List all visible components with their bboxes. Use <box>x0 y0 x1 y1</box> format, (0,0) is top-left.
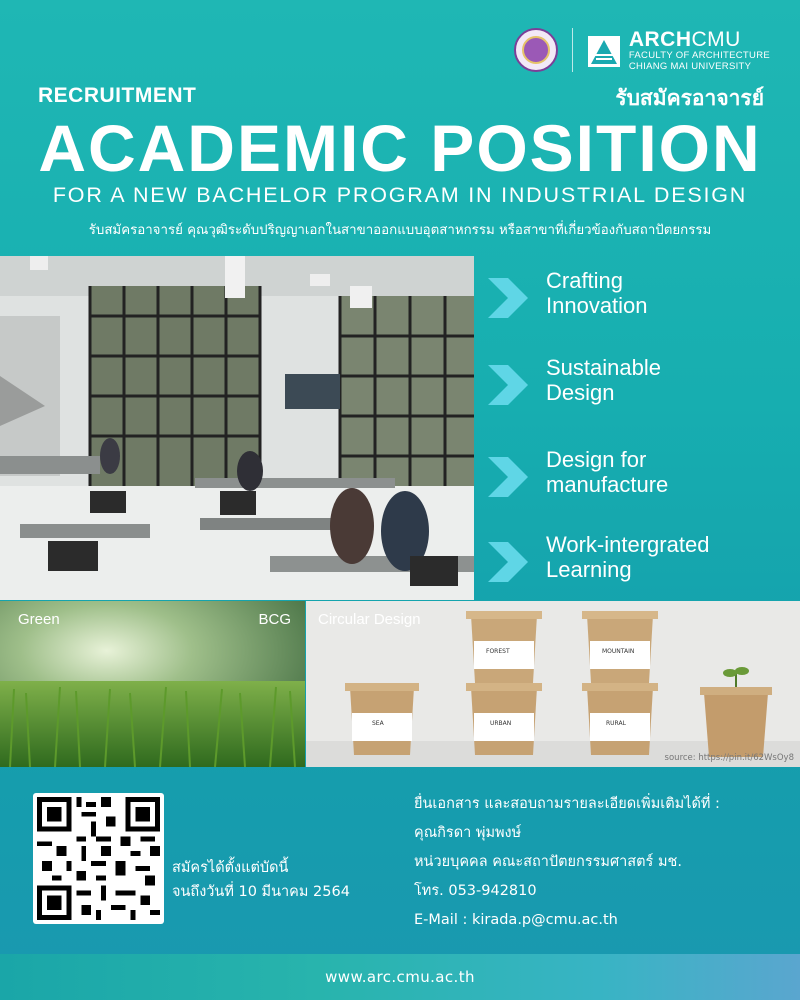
website-bar <box>0 954 800 1000</box>
page-subtitle: FOR A NEW BACHELOR PROGRAM IN INDUSTRIAL DESIGN <box>52 183 748 207</box>
logo-brand-bold: ARCH <box>628 27 692 51</box>
classroom-photo <box>0 256 474 600</box>
chevron-right-icon <box>484 540 532 584</box>
contact-info <box>414 790 720 935</box>
university-seal-logo <box>514 28 558 72</box>
contact-email[interactable]: E-Mail : kirada.p@cmu.ac.th <box>414 912 618 928</box>
contact-unit: หน่วยบุคคล คณะสถาปัตยกรรมศาสตร์ มช. <box>414 854 682 870</box>
cup-label-urban: URBAN <box>490 720 512 727</box>
green-label: Green <box>18 611 60 628</box>
archcmu-mark-icon <box>587 32 621 68</box>
apply-line1: สมัครได้ตั้งแต่บัดนี้ <box>172 860 289 876</box>
cup-label-mountain: MOUNTAIN <box>602 648 635 655</box>
contact-name: คุณกิรดา พุ่มพงษ์ <box>414 825 522 841</box>
header-logos <box>514 28 770 72</box>
feature-line2: Design <box>546 380 615 405</box>
logo-line2: CHIANG MAI UNIVERSITY <box>628 60 752 72</box>
recruitment-label: RECRUITMENT <box>38 84 197 107</box>
circular-design-image <box>306 601 800 767</box>
circular-design-label: Circular Design <box>318 611 421 628</box>
feature-work-integrated-learning <box>484 532 784 602</box>
feature-line2: Innovation <box>546 293 648 318</box>
feature-line1: Work-intergrated <box>546 532 710 557</box>
grass-image <box>0 601 305 767</box>
chevron-right-icon <box>484 276 532 320</box>
page-title: ACADEMIC POSITION <box>38 111 762 185</box>
feature-crafting-innovation <box>484 268 784 338</box>
description-th: รับสมัครอาจารย์ คุณวุฒิระดับปริญญาเอกในสาขาออกแบบอุตสาหกรรม หรือสาขาที่เกี่ยวข้องกับสถาปัตยกรรม <box>88 223 712 238</box>
feature-line2: Learning <box>546 557 632 582</box>
application-period <box>172 856 350 904</box>
recruitment-label-th: รับสมัครอาจารย์ <box>615 86 764 110</box>
feature-sustainable-design <box>484 355 784 425</box>
logo-line1: FACULTY OF ARCHITECTURE <box>628 49 770 61</box>
cup-label-rural: RURAL <box>606 720 626 727</box>
logo-brand-light: CMU <box>691 27 741 51</box>
contact-heading: ยื่นเอกสาร และสอบถามรายละเอียดเพิ่มเติมได้ที่ : <box>414 796 720 812</box>
feature-line2: manufacture <box>546 472 669 497</box>
feature-line1: Crafting <box>546 268 624 293</box>
cup-label-forest: FOREST <box>486 648 510 655</box>
apply-line2: จนถึงวันที่ 10 มีนาคม 2564 <box>172 884 350 900</box>
feature-design-for-manufacture <box>484 447 784 517</box>
website-link[interactable]: www.arc.cmu.ac.th <box>325 968 475 986</box>
archcmu-logo <box>587 29 770 72</box>
qr-code[interactable] <box>33 793 164 924</box>
cup-label-sea: SEA <box>372 720 384 727</box>
logo-divider <box>572 28 573 72</box>
bcg-label: BCG <box>258 611 291 628</box>
chevron-right-icon <box>484 363 532 407</box>
feature-line1: Design for <box>546 447 647 472</box>
feature-line1: Sustainable <box>546 355 661 380</box>
chevron-right-icon <box>484 455 532 499</box>
image-source: source: https://pin.it/62WsOy8 <box>664 753 794 763</box>
contact-phone: โทร. 053-942810 <box>414 883 537 899</box>
